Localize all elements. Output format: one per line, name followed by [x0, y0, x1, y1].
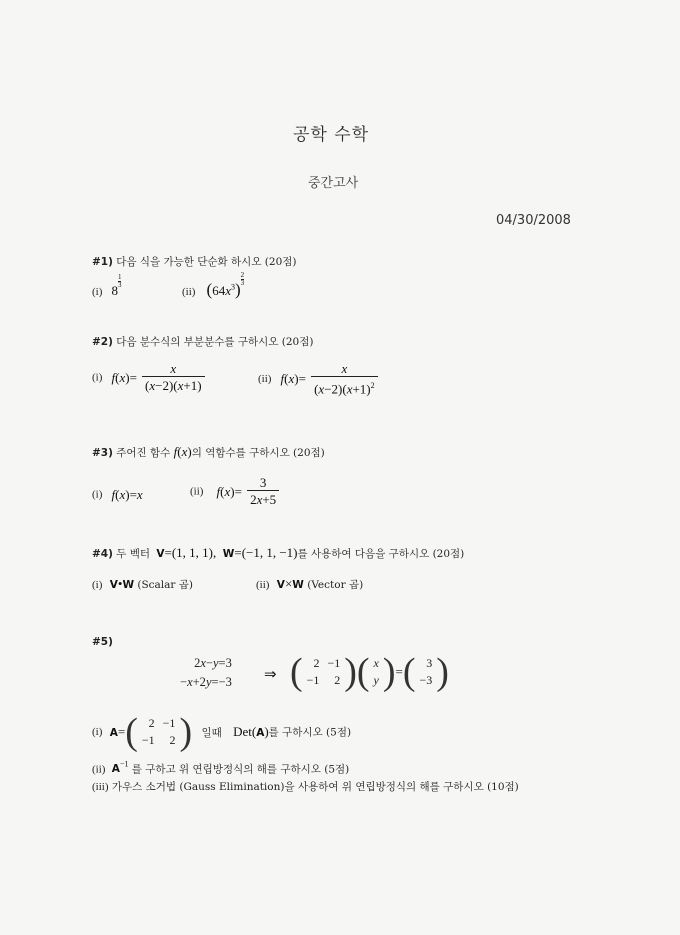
- question-5-part-iii-label: (iii): [92, 781, 109, 793]
- question-4-part-ii-label: (ii): [256, 579, 270, 591]
- matrix-equation: ( 2 −1 −1 2 )( x y )=( 3 −3 ): [290, 651, 449, 693]
- question-5-part-i: (i) A=( 2 −1 −1 2 ) 일때 Det(A)를 구하시오 (5점): [92, 711, 352, 753]
- question-4-number: #4): [92, 548, 113, 560]
- question-3-text-post: 의 역함수를 구하시오 (20점): [191, 447, 325, 459]
- question-4-text-post: 를 사용하여 다음을 구하시오 (20점): [297, 548, 465, 560]
- question-3-part-ii: (ii) f(x)= $\frac{3}{2x+5}$: [190, 476, 279, 507]
- question-3-part-i-label: (i): [92, 488, 103, 501]
- question-2-text: 다음 분수식의 부분분수를 구하시오 (20점): [116, 336, 314, 348]
- question-1-part-ii-label: (ii): [182, 286, 196, 298]
- question-5-part-ii-text: 를 구하고 위 연립방정식의 해를 구하시오 (5점): [131, 763, 350, 776]
- question-4-part-ii-text: (Vector 곱): [307, 579, 364, 591]
- question-1-part-i-expr: $8^{1 3}$: [111, 273, 122, 298]
- question-5-heading: [92, 636, 113, 648]
- question-5-part-i-text: 를 구하시오 (5점): [268, 726, 352, 739]
- question-2-part-ii: (ii) f(x)= $\frac{x}{(x-2)(x+1)^2}$: [258, 362, 378, 396]
- question-3-part-i: (i) f(x)=x: [92, 486, 143, 502]
- question-1-number: #1): [92, 256, 113, 268]
- question-4-part-i-label: (i): [92, 579, 103, 591]
- question-3-heading: #3) 주어진 함수 f(x)의 역함수를 구하시오 (20점): [92, 444, 325, 459]
- question-5-number: #5): [92, 636, 113, 648]
- exam-subtitle: 중간고사: [308, 176, 359, 191]
- question-1-part-ii: [182, 271, 245, 300]
- question-1-part-i: [92, 273, 122, 299]
- question-4-part-i: (i) V•W (Scalar 곱): [92, 576, 194, 591]
- question-2-part-ii-label: (ii): [258, 373, 272, 386]
- linear-system: 2x−y=3 −x+2y=−3: [180, 656, 232, 689]
- question-3-part-ii-fraction: $\frac{3}{2x+5}$: [247, 476, 279, 507]
- question-3-number: #3): [92, 447, 113, 459]
- question-2-part-i: (i) f(x)= $\frac{x}{(x-2)(x+1)}$: [92, 362, 205, 393]
- question-5-part-i-label: (i): [92, 726, 103, 738]
- question-4-heading: #4) 두 벡터 V=(1, 1, 1), W=(−1, 1, −1)를 사용하여 다음을 구하시오 (20점): [92, 545, 465, 560]
- question-1-text: 다음 식을 가능한 단순화 하시오 (20점): [116, 256, 297, 268]
- exam-title: 공학 수학: [293, 125, 370, 145]
- question-4-part-i-text: (Scalar 곱): [137, 579, 194, 591]
- question-1-part-ii-expr: $(64x^3)^{2 3}$: [206, 271, 245, 299]
- question-1-heading: [92, 254, 297, 269]
- question-2-part-i-label: (i): [92, 371, 103, 384]
- question-5-part-ii-label: (ii): [92, 763, 106, 776]
- question-3-part-ii-label: (ii): [190, 485, 204, 498]
- question-3-text-pre: 주어진 함수: [116, 447, 171, 459]
- question-2-number: #2): [92, 336, 113, 348]
- question-4-part-ii: (ii) V×W (Vector 곱): [256, 576, 364, 591]
- question-2-heading: [92, 334, 313, 349]
- question-2-part-i-fraction: $\frac{x}{(x-2)(x+1)}$: [142, 362, 205, 393]
- exam-date: 04/30/2008: [496, 213, 571, 228]
- question-2-part-ii-fraction: $\frac{x}{(x-2)(x+1)^2}$: [311, 362, 378, 396]
- question-4-text-pre: 두 벡터: [116, 548, 151, 560]
- question-5-part-ii: (ii) $A^{-1}$ 를 구하고 위 연립방정식의 해를 구하시오 (5점): [92, 760, 350, 776]
- question-5-part-i-when: 일때: [201, 726, 222, 739]
- implies-arrow-icon: ⇒: [264, 667, 277, 683]
- question-5-part-iii: [92, 779, 519, 794]
- question-1-part-i-label: (i): [92, 286, 103, 298]
- question-5-part-iii-text: 가우스 소거법 (Gauss Elimination)을 사용하여 위 연립방정식의 해를 구하시오 (10점): [111, 781, 519, 793]
